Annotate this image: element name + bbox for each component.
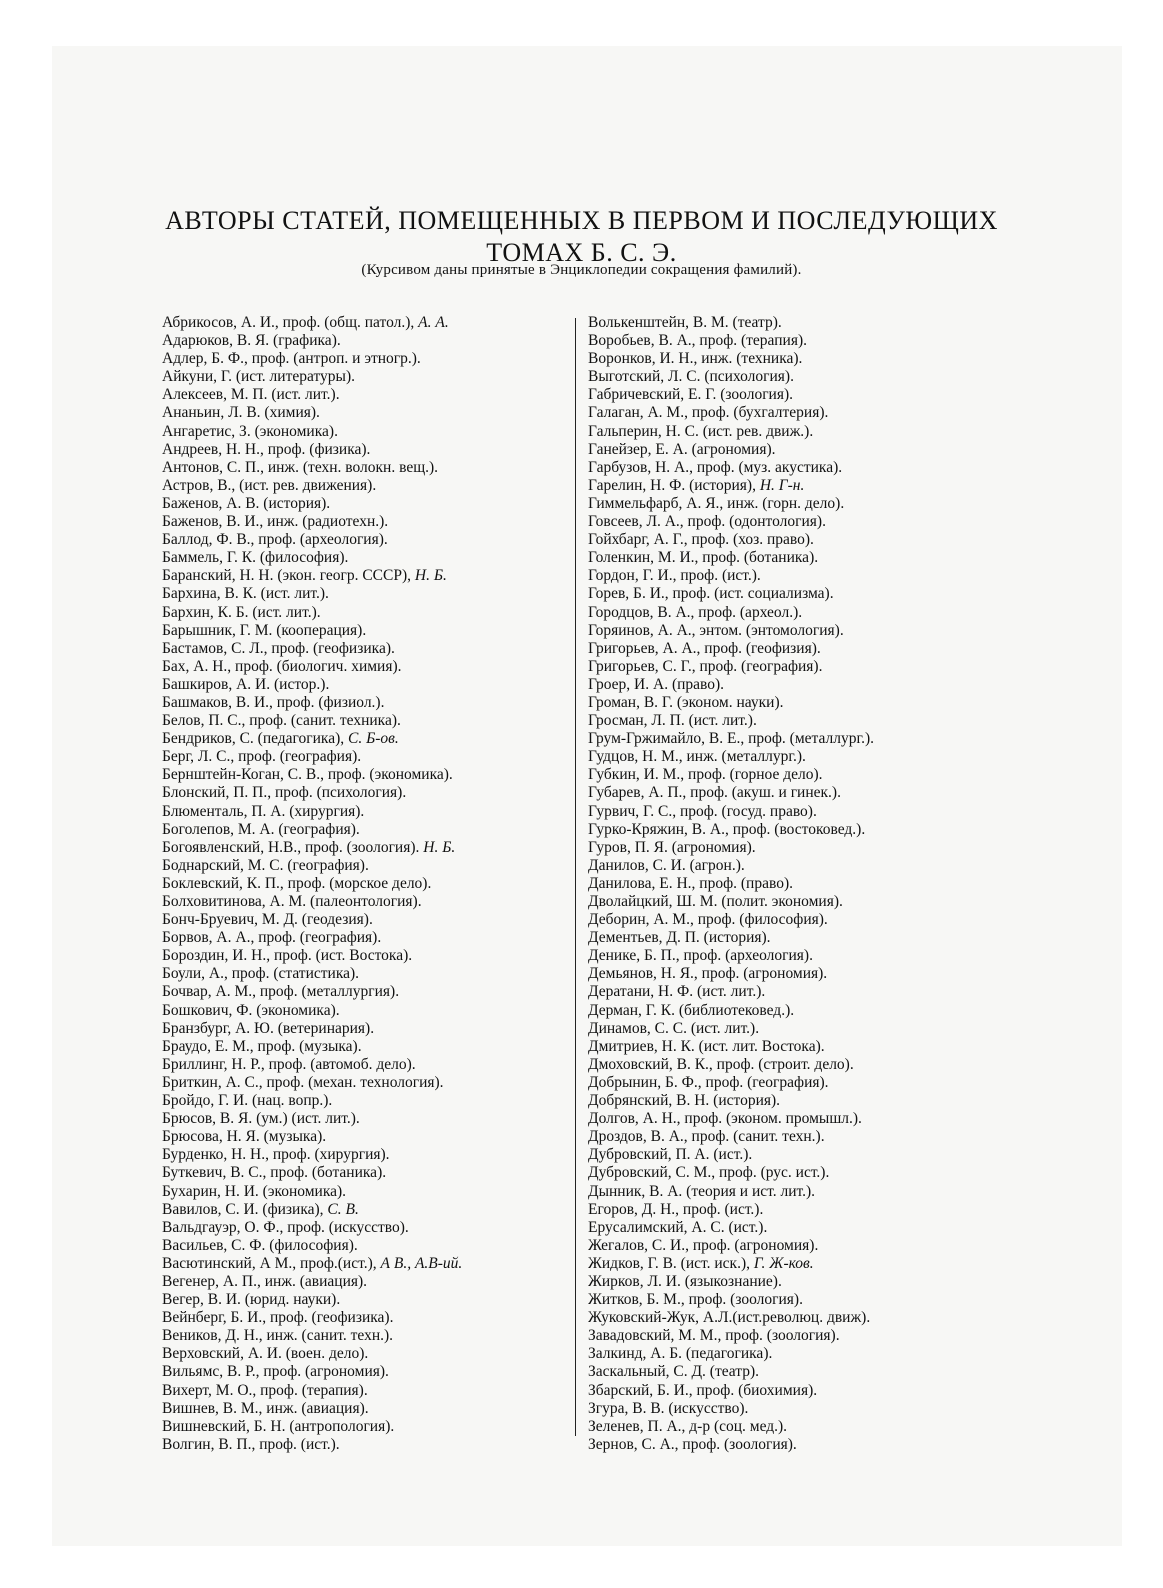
author-entry-text: Ангаретис, З. (экономика).	[162, 422, 338, 440]
author-entry-text: Дубровский, П. А. (ист.).	[588, 1146, 753, 1164]
author-entry	[162, 531, 566, 549]
author-entry-text: Брюсов, В. Я. (ум.) (ист. лит.).	[162, 1110, 360, 1128]
author-entry-text: Баранский, Н. Н. (экон. геогр. СССР),	[162, 567, 412, 585]
author-entry	[588, 712, 1008, 730]
author-entry	[588, 929, 1008, 947]
author-entry-text: Боголепов, М. А. (география).	[162, 820, 360, 838]
author-entry-text: Башмаков, В. И., проф. (физиол.).	[162, 693, 385, 711]
author-entry-text: Баженов, В. И., инж. (радиотехн.).	[162, 513, 389, 531]
author-entry	[588, 549, 1008, 567]
title-line-1: АВТОРЫ СТАТЕЙ, ПОМЕЩЕННЫХ В ПЕРВОМ И ПОСЛЕДУЮЩИХ	[165, 206, 998, 236]
author-entry	[588, 513, 1008, 531]
author-entry	[162, 423, 566, 441]
author-entry	[162, 640, 566, 658]
author-entry-text: Зеленев, П. А., д-р (соц. мед.).	[588, 1417, 788, 1435]
author-abbreviation: Н. Б.	[414, 567, 447, 585]
author-entry	[588, 1183, 1008, 1201]
author-entry	[588, 784, 1008, 802]
author-entry	[588, 622, 1008, 640]
author-entry-text: Згура, В. В. (искусство).	[588, 1399, 749, 1417]
author-entry	[588, 1273, 1008, 1291]
author-entry-text: Жегалов, С. И., проф. (агрономия).	[588, 1236, 819, 1254]
author-entry-text: Гордон, Г. И., проф. (ист.).	[588, 567, 761, 585]
author-entry-text: Бороздин, И. Н., проф. (ист. Востока).	[162, 947, 413, 965]
author-entry-text: Грум-Гржимайло, В. Е., проф. (металлург.).	[588, 730, 874, 748]
author-entry-text: Веников, Д. Н., инж. (санит. техн.).	[162, 1327, 394, 1345]
author-entry-text: Завадовский, М. М., проф. (зоология).	[588, 1327, 840, 1345]
author-entry-text: Дератани, Н. Ф. (ист. лит.).	[588, 983, 766, 1001]
author-entry	[162, 658, 566, 676]
author-entry-text: Бархин, К. Б. (ист. лит.).	[162, 603, 321, 621]
author-entry	[588, 766, 1008, 784]
author-entry	[588, 1074, 1008, 1092]
author-entry	[162, 549, 566, 567]
author-entry	[162, 477, 566, 495]
author-entry-text: Брюсова, Н. Я. (музыка).	[162, 1128, 327, 1146]
author-entry-text: Жуковский-Жук, А.Л.(ист.революц. движ).	[588, 1309, 871, 1327]
author-entry-text: Збарский, Б. И., проф. (биохимия).	[588, 1381, 818, 1399]
author-entry-text: Воронков, И. Н., инж. (техника).	[588, 350, 803, 368]
author-entry	[588, 911, 1008, 929]
author-entry-text: Боклевский, К. П., проф. (морское дело).	[162, 874, 432, 892]
author-entry	[588, 730, 1008, 748]
author-entry	[162, 1020, 566, 1038]
author-entry	[588, 350, 1008, 368]
author-entry-text: Габричевский, Е. Г. (зоология).	[588, 386, 794, 404]
author-entry-text: Жирков, Л. И. (языкознание).	[588, 1272, 782, 1290]
author-entry-text: Болховитинова, А. М. (палеонтология).	[162, 893, 422, 910]
author-entry	[588, 477, 1008, 495]
author-entry-text: Заскальный, С. Д. (театр).	[588, 1363, 760, 1381]
author-entry	[162, 1273, 566, 1291]
author-entry	[162, 1219, 566, 1237]
author-entry	[162, 441, 566, 459]
author-entry-text: Гуров, П. Я. (агрономия).	[588, 838, 756, 856]
author-entry-text: Боули, А., проф. (статистика).	[162, 965, 360, 983]
author-entry-text: Залкинд, А. Б. (педагогика).	[588, 1345, 773, 1363]
author-entry	[588, 658, 1008, 676]
author-entry	[162, 766, 566, 784]
author-entry-text: Богоявленский, Н.В., проф. (зоология).	[162, 838, 420, 856]
author-entry-text: Бернштейн-Коган, С. В., проф. (экономика).	[162, 766, 453, 784]
author-entry	[162, 1056, 566, 1074]
author-entry-text: Бранзбург, А. Ю. (ветеринария).	[162, 1019, 375, 1037]
author-entry-text: Егоров, Д. Н., проф. (ист.).	[588, 1200, 764, 1218]
author-entry	[162, 784, 566, 802]
author-entry-text: Барышник, Г. М. (кооперация).	[162, 621, 367, 639]
author-entry-text: Айкуни, Г. (ист. литературы).	[162, 368, 355, 386]
author-entry-text: Бочвар, А. М., проф. (металлургия).	[162, 983, 400, 1001]
author-abbreviation: А В., А.В-ий.	[380, 1254, 463, 1272]
author-entry	[162, 459, 566, 477]
author-entry	[588, 1002, 1008, 1020]
author-entry-text: Астров, В., (ист. рев. движения).	[162, 476, 377, 494]
subtitle-note: (Курсивом даны принятые в Энциклопедии сокращения фамилий).	[361, 262, 802, 278]
author-entry	[162, 1128, 566, 1146]
author-entry	[162, 730, 566, 748]
author-entry	[162, 1038, 566, 1056]
author-entry-text: Гурвич, Г. С., проф. (госуд. право).	[588, 802, 817, 820]
author-entry	[588, 441, 1008, 459]
author-entry-text: Гойхбарг, А. Г., проф. (хоз. право).	[588, 531, 814, 549]
author-entry	[588, 604, 1008, 622]
author-entry	[162, 983, 566, 1001]
author-entry-text: Ерусалимский, А. С. (ист.).	[588, 1218, 768, 1236]
author-entry	[588, 1237, 1008, 1255]
author-entry	[588, 1038, 1008, 1056]
author-entry	[588, 1128, 1008, 1146]
author-abbreviation: С. Б-ов.	[348, 730, 399, 748]
author-entry-text: Вегер, В. И. (юрид. науки).	[162, 1291, 341, 1309]
column-divider	[575, 318, 576, 1436]
author-entry	[162, 585, 566, 603]
author-entry-text: Башкиров, А. И. (истор.).	[162, 675, 330, 693]
author-entry	[162, 875, 566, 893]
author-entry	[162, 1164, 566, 1182]
author-entry	[588, 1418, 1008, 1436]
author-abbreviation: С. В.	[327, 1200, 359, 1218]
author-entry	[588, 839, 1008, 857]
author-entry	[588, 459, 1008, 477]
author-entry	[162, 1309, 566, 1327]
author-entry	[588, 947, 1008, 965]
author-entry-text: Гурко-Кряжин, В. А., проф. (востоковед.).	[588, 820, 866, 838]
author-entry-text: Бошкович, Ф. (экономика).	[162, 1001, 340, 1019]
author-entry	[588, 1092, 1008, 1110]
author-entry-text: Григорьев, А. А., проф. (геофизия).	[588, 639, 821, 657]
author-entry	[588, 748, 1008, 766]
author-entry	[162, 1255, 566, 1273]
author-entry-text: Долгов, А. Н., проф. (эконом. промышл.).	[588, 1110, 862, 1128]
author-entry-text: Добрынин, Б. Ф., проф. (география).	[588, 1073, 829, 1091]
author-entry	[162, 314, 566, 332]
author-entry-text: Выготский, Л. С. (психология).	[588, 368, 794, 386]
author-entry-text: Верховский, А. И. (воен. дело).	[162, 1345, 369, 1363]
page-title	[100, 205, 1063, 269]
author-entry-text: Вильямс, В. Р., проф. (агрономия).	[162, 1363, 389, 1381]
author-entry-text: Белов, П. С., проф. (санит. техника).	[162, 712, 401, 730]
author-entry-text: Жидков, Г. В. (ист. иск.),	[588, 1254, 750, 1272]
author-entry	[588, 1255, 1008, 1273]
author-entry-text: Блонский, П. П., проф. (психология).	[162, 784, 407, 802]
author-entry	[162, 911, 566, 929]
author-entry-text: Губкин, И. М., проф. (горное дело).	[588, 766, 823, 784]
author-entry-text: Данилов, С. И. (агрон.).	[588, 856, 745, 874]
author-entry-text: Дмоховский, В. К., проф. (строит. дело).	[588, 1055, 854, 1073]
author-entry-text: Вихерт, М. О., проф. (терапия).	[162, 1381, 368, 1399]
author-entry-text: Вавилов, С. И. (физика),	[162, 1200, 324, 1218]
author-entry	[162, 1345, 566, 1363]
author-entry-text: Демьянов, Н. Я., проф. (агрономия).	[588, 965, 828, 983]
author-entry	[162, 1002, 566, 1020]
author-entry-text: Баженов, А. В. (история).	[162, 494, 331, 512]
author-entry	[588, 423, 1008, 441]
author-entry-text: Динамов, С. С. (ист. лит.).	[588, 1019, 760, 1037]
author-entry-text: Волгин, В. П., проф. (ист.).	[162, 1435, 340, 1453]
author-entry	[162, 495, 566, 513]
author-entry-text: Вишневский, Б. Н. (антропология).	[162, 1417, 395, 1435]
author-entry	[162, 350, 566, 368]
author-entry-text: Добрянский, В. Н. (история).	[588, 1092, 781, 1110]
author-entry-text: Дволайцкий, Ш. М. (полит. экономия).	[588, 893, 843, 910]
author-entry-text: Антонов, С. П., инж. (техн. волокн. вещ.).	[162, 458, 439, 476]
author-entry-text: Васютинский, А М., проф.(ист.),	[162, 1254, 377, 1272]
author-entry	[588, 368, 1008, 386]
author-entry	[162, 1074, 566, 1092]
author-entry	[162, 821, 566, 839]
author-entry	[588, 1201, 1008, 1219]
author-entry	[588, 567, 1008, 585]
author-entry-text: Гроер, И. А. (право).	[588, 675, 725, 693]
author-entry-text: Житков, Б. М., проф. (зоология).	[588, 1291, 803, 1309]
author-entry-text: Голенкин, М. И., проф. (ботаника).	[588, 549, 819, 567]
author-entry-text: Дроздов, В. А., проф. (санит. техн.).	[588, 1128, 825, 1146]
author-entry-text: Дерман, Г. К. (библиотековед.).	[588, 1001, 795, 1019]
author-entry-text: Денике, Б. П., проф. (археология).	[588, 947, 813, 965]
author-entry-text: Деборин, А. М., проф. (философия).	[588, 911, 828, 929]
author-entry	[162, 965, 566, 983]
author-entry	[162, 803, 566, 821]
author-entry	[162, 1110, 566, 1128]
author-entry-text: Бриллинг, Н. Р., проф. (автомоб. дело).	[162, 1055, 416, 1073]
author-entry-text: Губарев, А. П., проф. (акуш. и гинек.).	[588, 784, 841, 802]
author-entry	[162, 1327, 566, 1345]
author-entry	[588, 1436, 1008, 1454]
author-entry	[588, 875, 1008, 893]
author-entry-text: Говсеев, Л. А., проф. (одонтология).	[588, 513, 826, 531]
author-entry-text: Берг, Л. С., проф. (география).	[162, 748, 362, 766]
author-entry-text: Баммель, Г. К. (философия).	[162, 549, 349, 567]
author-entry	[162, 604, 566, 622]
author-entry	[162, 893, 566, 911]
author-entry	[162, 748, 566, 766]
author-entry-text: Ананьин, Л. В. (химия).	[162, 404, 320, 422]
author-entry	[162, 1382, 566, 1400]
author-entry-text: Боднарский, М. С. (география).	[162, 856, 369, 874]
author-entry-text: Браудо, Е. М., проф. (музыка).	[162, 1037, 362, 1055]
author-entry-text: Блюменталь, П. А. (хирургия).	[162, 802, 365, 820]
author-entry-text: Адарюков, В. Я. (графика).	[162, 332, 341, 350]
author-entry	[162, 694, 566, 712]
author-entry-text: Бухарин, Н. И. (экономика).	[162, 1182, 347, 1200]
author-entry	[588, 694, 1008, 712]
author-entry	[588, 821, 1008, 839]
author-entry	[588, 1020, 1008, 1038]
author-entry	[588, 803, 1008, 821]
author-entry	[588, 1146, 1008, 1164]
author-entry	[162, 622, 566, 640]
author-entry	[588, 1327, 1008, 1345]
author-abbreviation: Г. Ж-ков.	[753, 1254, 814, 1272]
author-entry	[588, 1382, 1008, 1400]
author-entry	[162, 1201, 566, 1219]
author-entry	[162, 947, 566, 965]
author-entry	[162, 567, 566, 585]
author-entry-text: Бриткин, А. С., проф. (механ. технология).	[162, 1073, 444, 1091]
author-entry-text: Гарелин, Н. Ф. (история),	[588, 476, 756, 494]
author-entry	[588, 965, 1008, 983]
author-abbreviation: Н. Г-н.	[759, 476, 805, 494]
author-entry	[162, 857, 566, 875]
author-entry	[162, 712, 566, 730]
author-entry-text: Дементьев, Д. П. (история).	[588, 929, 771, 947]
author-entry-text: Гиммельфарб, А. Я., инж. (горн. дело).	[588, 494, 845, 512]
author-entry-text: Горев, Б. И., проф. (ист. социализма).	[588, 585, 834, 603]
author-list-left-column	[162, 314, 566, 1454]
author-entry	[162, 1363, 566, 1381]
author-entry	[588, 1164, 1008, 1182]
author-entry	[588, 386, 1008, 404]
author-entry-text: Андреев, Н. Н., проф. (физика).	[162, 440, 371, 458]
author-entry-text: Гарбузов, Н. А., проф. (муз. акустика).	[588, 458, 843, 476]
title-line-2: ТОМАХ Б. С. Э.	[486, 238, 677, 268]
author-entry-text: Дынник, В. А. (теория и ист. лит.).	[588, 1182, 816, 1200]
author-entry	[588, 314, 1008, 332]
author-entry	[162, 929, 566, 947]
author-entry	[162, 1291, 566, 1309]
author-entry	[162, 513, 566, 531]
author-entry-text: Вишнев, В. М., инж. (авиация).	[162, 1399, 369, 1417]
author-entry	[162, 839, 566, 857]
author-entry	[588, 857, 1008, 875]
author-entry-text: Бройдо, Г. И. (нац. вопр.).	[162, 1092, 333, 1110]
author-entry-text: Алексеев, М. П. (ист. лит.).	[162, 386, 340, 404]
author-entry-text: Зернов, С. А., проф. (зоология).	[588, 1435, 797, 1453]
author-entry	[588, 1345, 1008, 1363]
author-entry	[588, 893, 1008, 911]
author-entry-text: Гудцов, Н. М., инж. (металлург.).	[588, 748, 806, 766]
author-entry	[162, 386, 566, 404]
author-entry	[588, 531, 1008, 549]
author-entry-text: Волькенштейн, В. М. (театр).	[588, 314, 782, 331]
author-entry-text: Дубровский, С. М., проф. (рус. ист.).	[588, 1164, 830, 1182]
author-entry	[162, 1237, 566, 1255]
author-entry-text: Абрикосов, А. И., проф. (общ. патол.),	[162, 314, 415, 331]
author-entry-text: Бонч-Бруевич, М. Д. (геодезия).	[162, 911, 373, 929]
author-entry	[588, 676, 1008, 694]
author-entry-text: Вегенер, А. П., инж. (авиация).	[162, 1272, 368, 1290]
author-entry	[588, 640, 1008, 658]
author-entry	[162, 676, 566, 694]
author-entry-text: Баллод, Ф. В., проф. (археология).	[162, 531, 388, 549]
author-entry	[162, 332, 566, 350]
author-entry	[162, 1418, 566, 1436]
author-entry	[162, 1183, 566, 1201]
author-entry	[588, 1110, 1008, 1128]
author-entry-text: Вейнберг, Б. И., проф. (геофизика).	[162, 1309, 394, 1327]
author-entry-text: Дмитриев, Н. К. (ист. лит. Востока).	[588, 1037, 825, 1055]
author-entry-text: Галаган, А. М., проф. (бухгалтерия).	[588, 404, 829, 422]
author-entry	[588, 983, 1008, 1001]
author-entry-text: Буткевич, В. С., проф. (ботаника).	[162, 1164, 387, 1182]
author-entry	[162, 1400, 566, 1418]
author-entry	[588, 404, 1008, 422]
author-entry	[588, 585, 1008, 603]
author-entry-text: Громан, В. Г. (эконом. науки).	[588, 693, 784, 711]
author-entry	[588, 1309, 1008, 1327]
author-entry	[162, 404, 566, 422]
author-entry	[162, 1436, 566, 1454]
author-entry	[162, 1092, 566, 1110]
author-entry-text: Бархина, В. К. (ист. лит.).	[162, 585, 329, 603]
author-entry-text: Бастамов, С. Л., проф. (геофизика).	[162, 639, 395, 657]
author-entry-text: Городцов, В. А., проф. (археол.).	[588, 603, 803, 621]
author-entry-text: Адлер, Б. Ф., проф. (антроп. и этногр.).	[162, 350, 421, 368]
author-abbreviation: А. А.	[418, 314, 449, 331]
author-entry	[588, 1291, 1008, 1309]
author-entry-text: Григорьев, С. Г., проф. (география).	[588, 657, 823, 675]
author-entry	[588, 495, 1008, 513]
author-entry-text: Горяинов, А. А., энтом. (энтомология).	[588, 621, 844, 639]
author-entry-text: Бурденко, Н. Н., проф. (хирургия).	[162, 1146, 390, 1164]
author-entry	[588, 332, 1008, 350]
author-abbreviation: Н. Б.	[423, 838, 456, 856]
author-entry-text: Борвов, А. А., проф. (география).	[162, 929, 382, 947]
author-entry-text: Данилова, Е. Н., проф. (право).	[588, 874, 793, 892]
author-entry-text: Ганейзер, Е. А. (агрономия).	[588, 440, 776, 458]
author-entry-text: Васильев, С. Ф. (философия).	[162, 1236, 358, 1254]
author-entry-text: Воробьев, В. А., проф. (терапия).	[588, 332, 807, 350]
author-entry	[588, 1363, 1008, 1381]
author-entry	[588, 1056, 1008, 1074]
author-entry	[588, 1400, 1008, 1418]
author-entry	[162, 1146, 566, 1164]
author-entry-text: Бах, А. Н., проф. (биологич. химия).	[162, 657, 402, 675]
author-entry-text: Гросман, Л. П. (ист. лит.).	[588, 712, 757, 730]
author-entry-text: Бендриков, С. (педагогика),	[162, 730, 345, 748]
author-entry	[588, 1219, 1008, 1237]
author-entry	[162, 368, 566, 386]
author-list-right-column	[588, 314, 1008, 1454]
author-entry-text: Гальперин, Н. С. (ист. рев. движ.).	[588, 422, 814, 440]
author-entry-text: Вальдгауэр, О. Ф., проф. (искусство).	[162, 1218, 409, 1236]
